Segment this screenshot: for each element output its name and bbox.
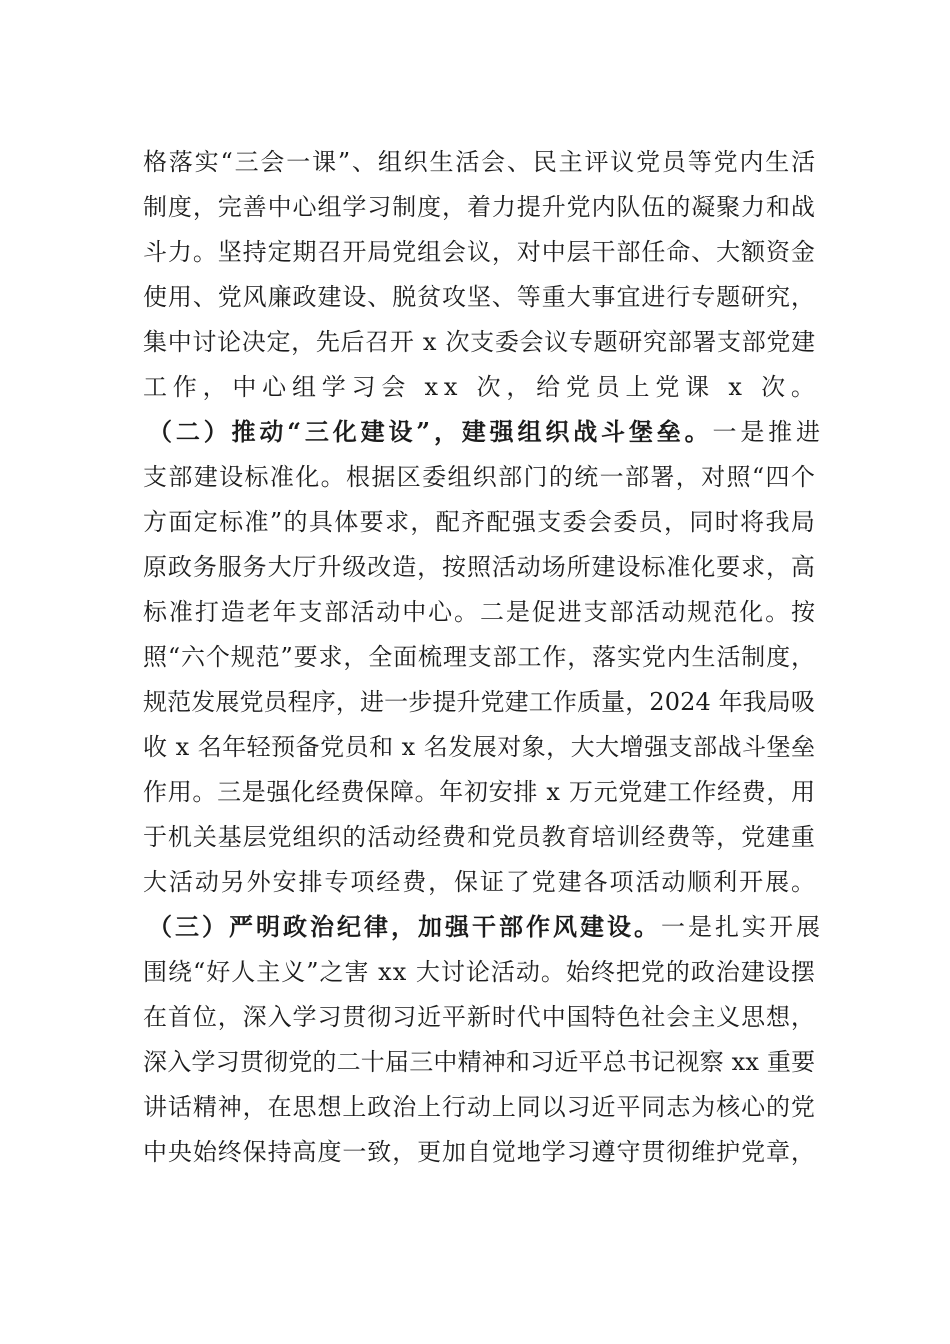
text-line xyxy=(0,500,950,544)
text-line xyxy=(0,1040,950,1084)
text-line xyxy=(0,950,950,994)
text-line xyxy=(0,545,950,589)
text-run: 于机关基层党组织的活动经费和党员教育培训经费等，党建重 xyxy=(143,823,816,851)
text-run: 使用、党风廉政建设、脱贫攻坚、等重大事宜进行专题研究， xyxy=(143,283,816,311)
text-line xyxy=(0,365,950,409)
text-run: 制度，完善中心组学习制度，着力提升党内队伍的凝聚力和战 xyxy=(143,193,816,221)
text-run: 格落实“三会一课”、组织生活会、民主评议党员等党内生活 xyxy=(143,148,817,176)
section-heading: （三）严明政治纪律，加强干部作风建设。 xyxy=(148,912,661,941)
text-run: 斗力。坚持定期召开局党组会议，对中层干部任命、大额资金 xyxy=(143,238,816,266)
text-run: 一是推进 xyxy=(712,418,824,446)
text-line xyxy=(0,185,950,229)
text-run: 收 x 名年轻预备党员和 x 名发展对象，大大增强支部战斗堡垒 xyxy=(143,733,816,761)
text-line xyxy=(0,995,950,1039)
section-heading-line xyxy=(0,905,950,949)
text-run: 工作，中心组学习会 xx 次，给党员上党课 x 次。 xyxy=(143,373,821,401)
text-line xyxy=(0,860,950,904)
text-run: 方面定标准”的具体要求，配齐配强支委会委员，同时将我局 xyxy=(143,508,817,536)
text-run: 照“六个规范”要求，全面梳理支部工作，落实党内生活制度， xyxy=(143,643,816,671)
text-run: 标准打造老年支部活动中心。二是促进支部活动规范化。按 xyxy=(143,598,817,626)
text-run: 大活动另外安排专项经费，保证了党建各项活动顺利开展。 xyxy=(143,868,817,896)
text-line xyxy=(0,140,950,184)
text-run: 规范发展党员程序，进一步提升党建工作质量，2024 年我局吸 xyxy=(143,688,816,716)
text-run: 中央始终保持高度一致，更加自觉地学习遵守贯彻维护党章， xyxy=(143,1138,816,1166)
text-line xyxy=(0,275,950,319)
text-line xyxy=(0,635,950,679)
text-line xyxy=(0,320,950,364)
text-run: 作用。三是强化经费保障。年初安排 x 万元党建工作经费，用 xyxy=(143,778,816,806)
text-line xyxy=(0,1085,950,1129)
text-line xyxy=(0,590,950,634)
text-line xyxy=(0,1130,950,1174)
text-line xyxy=(0,770,950,814)
text-run: 原政务服务大厅升级改造，按照活动场所建设标准化要求，高 xyxy=(143,553,816,581)
text-line xyxy=(0,725,950,769)
text-run: 在首位，深入学习贯彻习近平新时代中国特色社会主义思想， xyxy=(143,1003,816,1031)
text-run: 一是扎实开展 xyxy=(661,913,823,941)
text-line xyxy=(0,230,950,274)
text-line xyxy=(0,815,950,859)
text-line xyxy=(0,455,950,499)
text-line xyxy=(0,680,950,724)
section-heading-line xyxy=(0,410,950,454)
text-run: 支部建设标准化。根据区委组织部门的统一部署，对照“四个 xyxy=(143,463,817,491)
text-run: 讲话精神，在思想上政治上行动上同以习近平同志为核心的党 xyxy=(143,1093,816,1121)
text-run: 围绕“好人主义”之害 xx 大讨论活动。始终把党的政治建设摆 xyxy=(143,958,816,986)
text-run: 深入学习贯彻党的二十届三中精神和习近平总书记视察 xx 重要 xyxy=(143,1048,816,1076)
text-run: 集中讨论决定，先后召开 x 次支委会议专题研究部署支部党建 xyxy=(143,328,816,356)
section-heading: （二）推动“三化建设”，建强组织战斗堡垒。 xyxy=(148,417,713,446)
